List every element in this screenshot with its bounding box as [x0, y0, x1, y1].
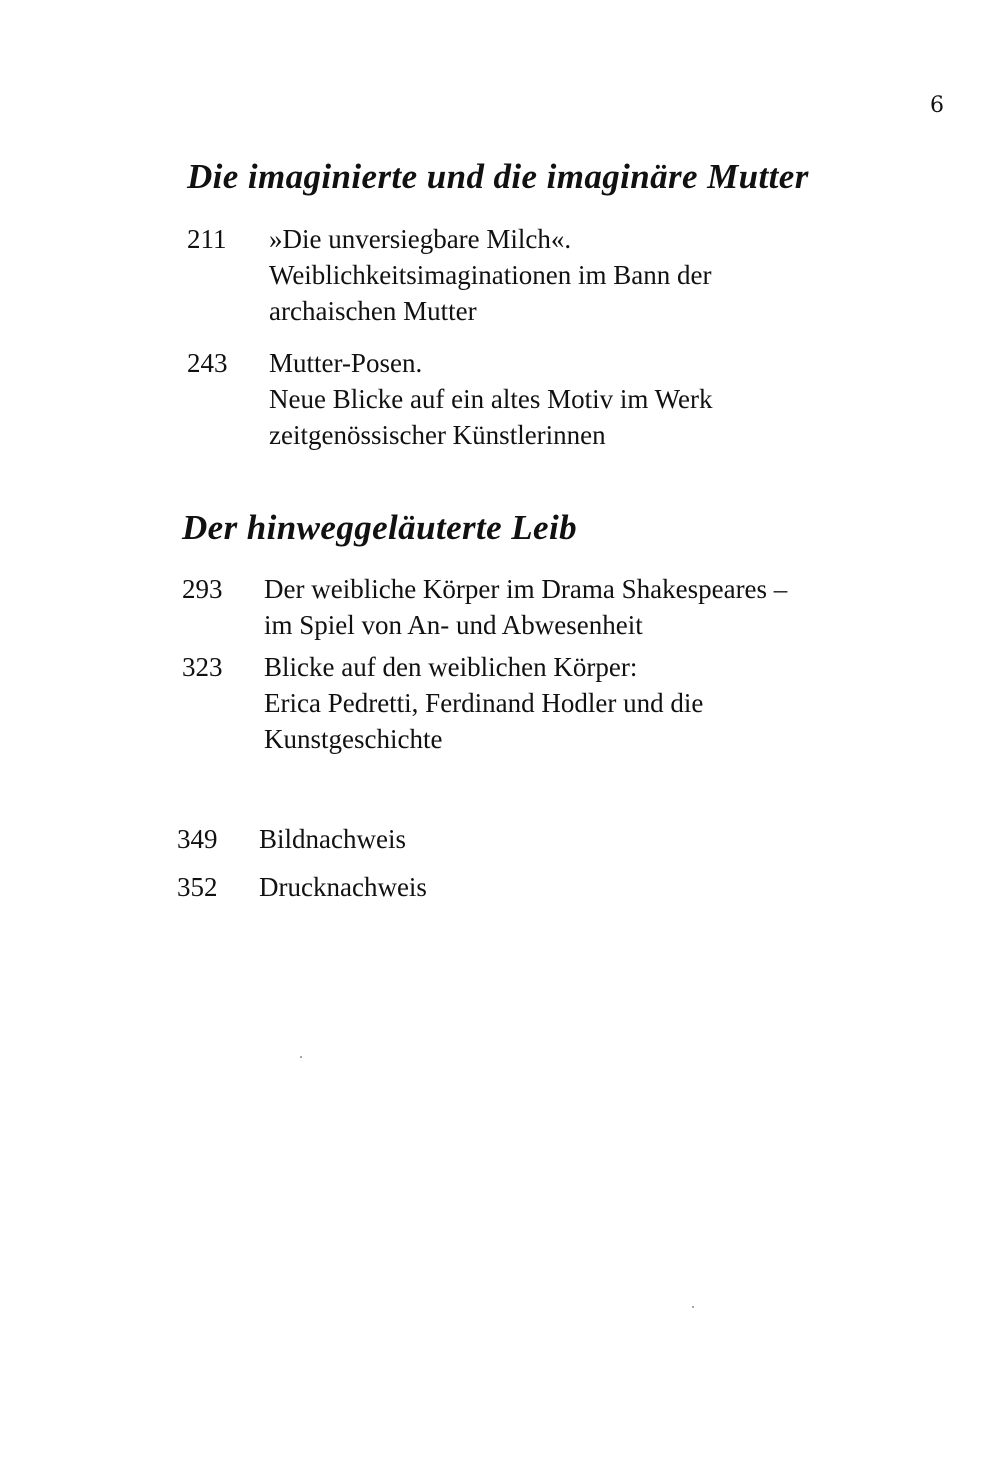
- entry-title-line: Erica Pedretti, Ferdinand Hodler und die: [264, 688, 704, 718]
- toc-section: [187, 155, 987, 453]
- entry-title: [259, 821, 977, 857]
- entry-title-line: im Spiel von An- und Abwesenheit: [264, 610, 643, 640]
- toc-entry-list: [187, 221, 987, 453]
- toc-entry-list: [177, 821, 977, 905]
- toc-entry: [177, 821, 977, 857]
- entry-title-line: Weiblichkeitsimaginationen im Bann der: [269, 260, 712, 290]
- entry-title-line: Neue Blicke auf ein altes Motiv im Werk: [269, 384, 713, 414]
- entry-title-line: Mutter-Posen.: [269, 348, 423, 378]
- entry-page-number: 349: [177, 824, 218, 854]
- toc-entry: [187, 221, 987, 329]
- toc-entry: [187, 345, 987, 453]
- entry-title: [269, 345, 987, 453]
- entry-page-number: 243: [187, 348, 228, 378]
- section-title: Der hinweggeläuterte Leib: [182, 508, 577, 547]
- entry-page-number: 293: [182, 574, 223, 604]
- scan-speck: [692, 1306, 694, 1308]
- entry-title-line: Der weibliche Körper im Drama Shakespeares –: [264, 574, 788, 604]
- entry-title-line: Bildnachweis: [259, 824, 406, 854]
- entry-page-number: 211: [187, 224, 227, 254]
- entry-title: [269, 221, 987, 329]
- entry-title-line: »Die unversiegbare Milch«.: [269, 224, 572, 254]
- entry-page-number: 352: [177, 872, 218, 902]
- toc-entry-list: [182, 571, 982, 757]
- scan-speck: [300, 1056, 302, 1058]
- entry-page-number: 323: [182, 652, 223, 682]
- entry-title: [264, 571, 982, 643]
- entry-title-line: Blicke auf den weiblichen Körper:: [264, 652, 638, 682]
- toc-section: [182, 506, 982, 757]
- toc-entry: [182, 649, 982, 757]
- toc-entry: [177, 869, 977, 905]
- entry-title-line: archaischen Mutter: [269, 296, 477, 326]
- section-title: Die imaginierte und die imaginäre Mutter: [187, 157, 809, 196]
- entry-title-line: Kunstgeschichte: [264, 724, 443, 754]
- entry-title-line: Drucknachweis: [259, 872, 427, 902]
- toc-back-matter: [177, 821, 977, 905]
- entry-title: [264, 649, 982, 757]
- entry-title: [259, 869, 977, 905]
- toc-entry: [182, 571, 982, 643]
- entry-title-line: zeitgenössischer Künstlerinnen: [269, 420, 606, 450]
- page-number: 6: [930, 93, 944, 118]
